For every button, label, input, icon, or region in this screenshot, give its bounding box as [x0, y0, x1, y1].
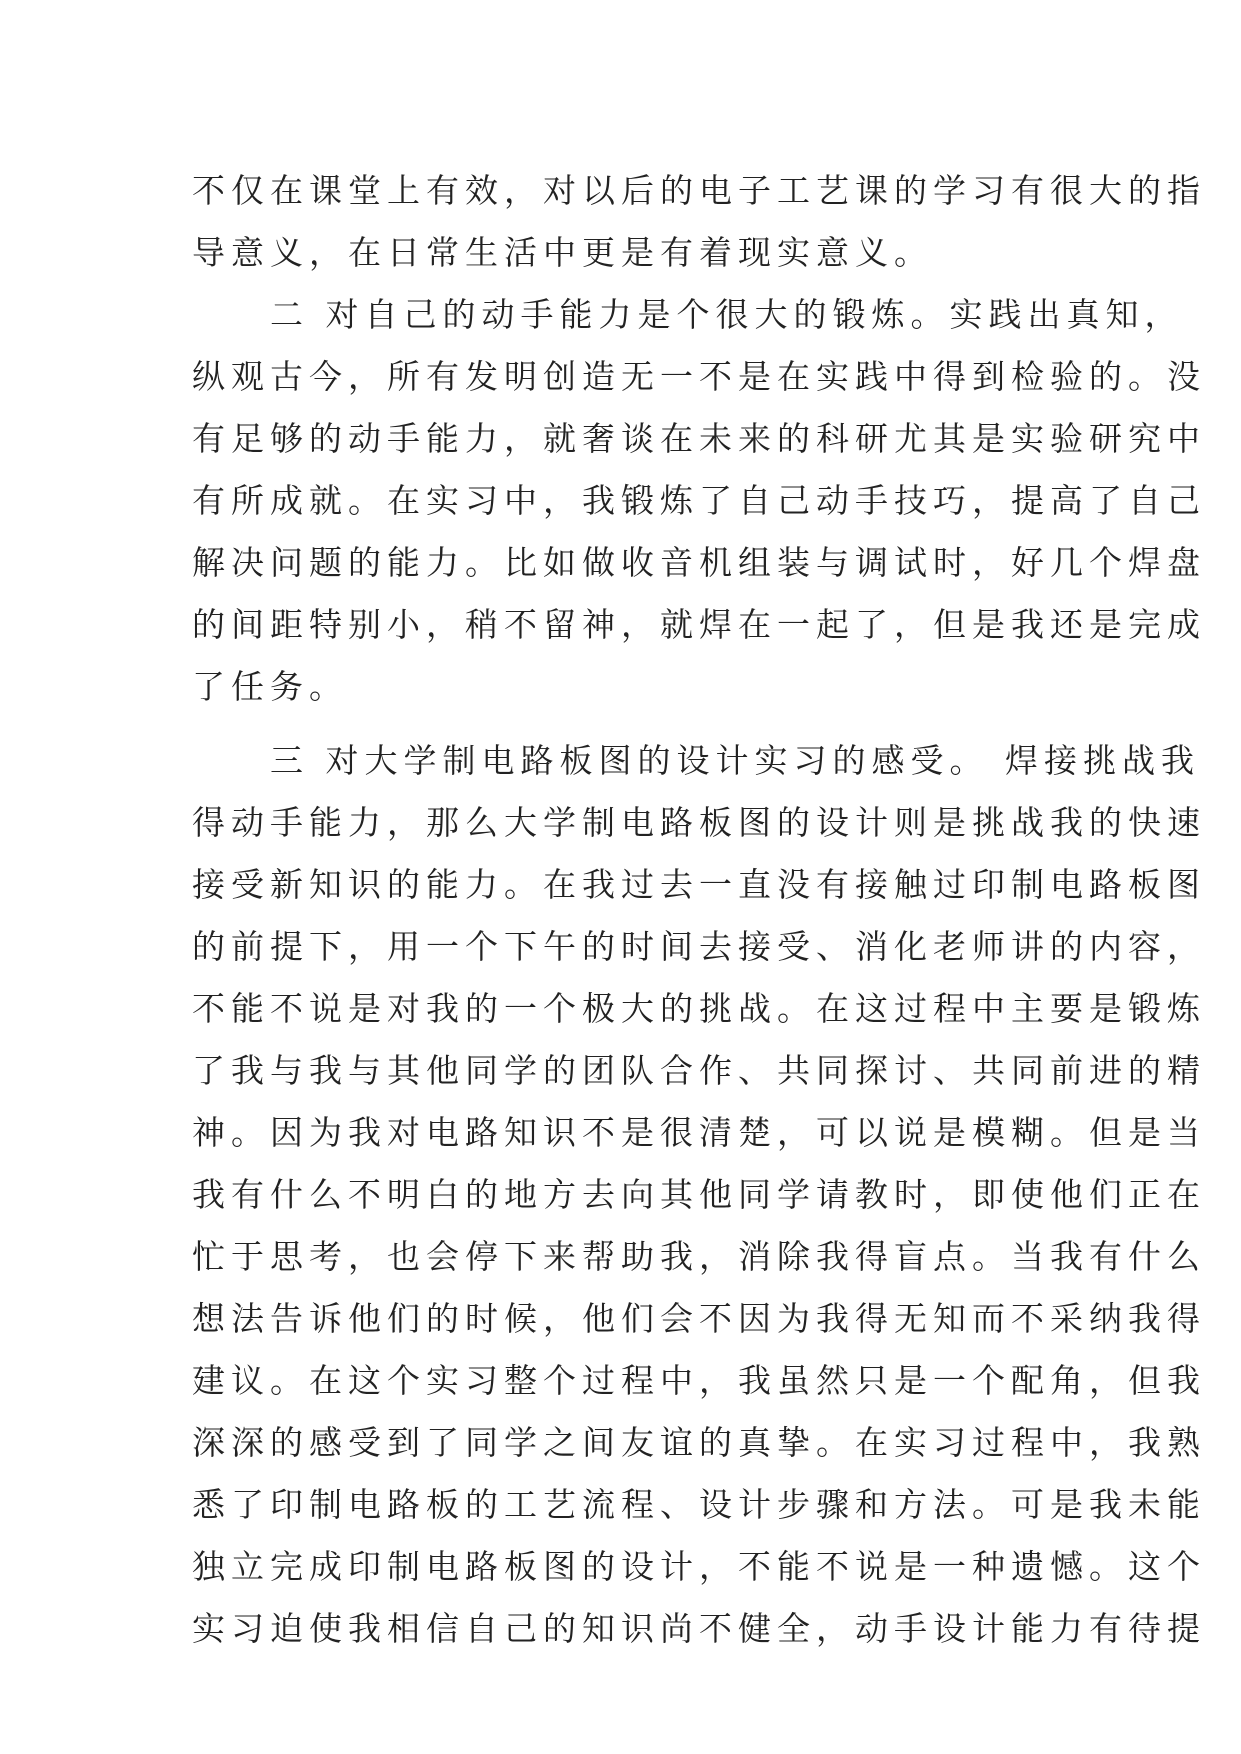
text-line: 有所成就。在实习中，我锻炼了自己动手技巧，提高了自己	[192, 481, 1206, 520]
text-line: 得动手能力，那么大学制电路板图的设计则是挑战我的快速	[192, 803, 1206, 842]
text-line: 不仅在课堂上有效，对以后的电子工艺课的学习有很大的指	[192, 171, 1206, 210]
text-line: 的间距特别小，稍不留神，就焊在一起了，但是我还是完成	[192, 605, 1206, 644]
text-line: 了任务。	[192, 667, 348, 706]
paragraph-two-start: 二 对自己的动手能力是个很大的锻炼。实践出真知，	[192, 295, 1184, 334]
text-line: 接受新知识的能力。在我过去一直没有接触过印制电路板图	[192, 865, 1206, 904]
text-line: 不能不说是对我的一个极大的挑战。在这过程中主要是锻炼	[192, 989, 1206, 1028]
text-line: 想法告诉他们的时候，他们会不因为我得无知而不采纳我得	[192, 1299, 1206, 1338]
paragraph-three-start: 三 对大学制电路板图的设计实习的感受。 焊接挑战我	[192, 741, 1200, 780]
text-line: 独立完成印制电路板图的设计，不能不说是一种遗憾。这个	[192, 1547, 1206, 1586]
text-line: 悉了印制电路板的工艺流程、设计步骤和方法。可是我未能	[192, 1485, 1206, 1524]
text-line: 的前提下，用一个下午的时间去接受、消化老师讲的内容，	[192, 927, 1206, 966]
text-line: 我有什么不明白的地方去向其他同学请教时，即使他们正在	[192, 1175, 1206, 1214]
text-line: 了我与我与其他同学的团队合作、共同探讨、共同前进的精	[192, 1051, 1206, 1090]
text-line: 纵观古今，所有发明创造无一不是在实践中得到检验的。没	[192, 357, 1206, 396]
text-line: 导意义，在日常生活中更是有着现实意义。	[192, 233, 933, 272]
text-line: 神。因为我对电路知识不是很清楚，可以说是模糊。但是当	[192, 1113, 1206, 1152]
text-line: 解决问题的能力。比如做收音机组装与调试时，好几个焊盘	[192, 543, 1206, 582]
text-line: 深深的感受到了同学之间友谊的真挚。在实习过程中，我熟	[192, 1423, 1206, 1462]
text-line: 忙于思考，也会停下来帮助我，消除我得盲点。当我有什么	[192, 1237, 1206, 1276]
text-line: 建议。在这个实习整个过程中，我虽然只是一个配角，但我	[192, 1361, 1206, 1400]
text-line: 有足够的动手能力，就奢谈在未来的科研尤其是实验研究中	[192, 419, 1206, 458]
document-body	[192, 160, 1206, 1660]
text-line: 实习迫使我相信自己的知识尚不健全，动手设计能力有待提	[192, 1609, 1206, 1648]
